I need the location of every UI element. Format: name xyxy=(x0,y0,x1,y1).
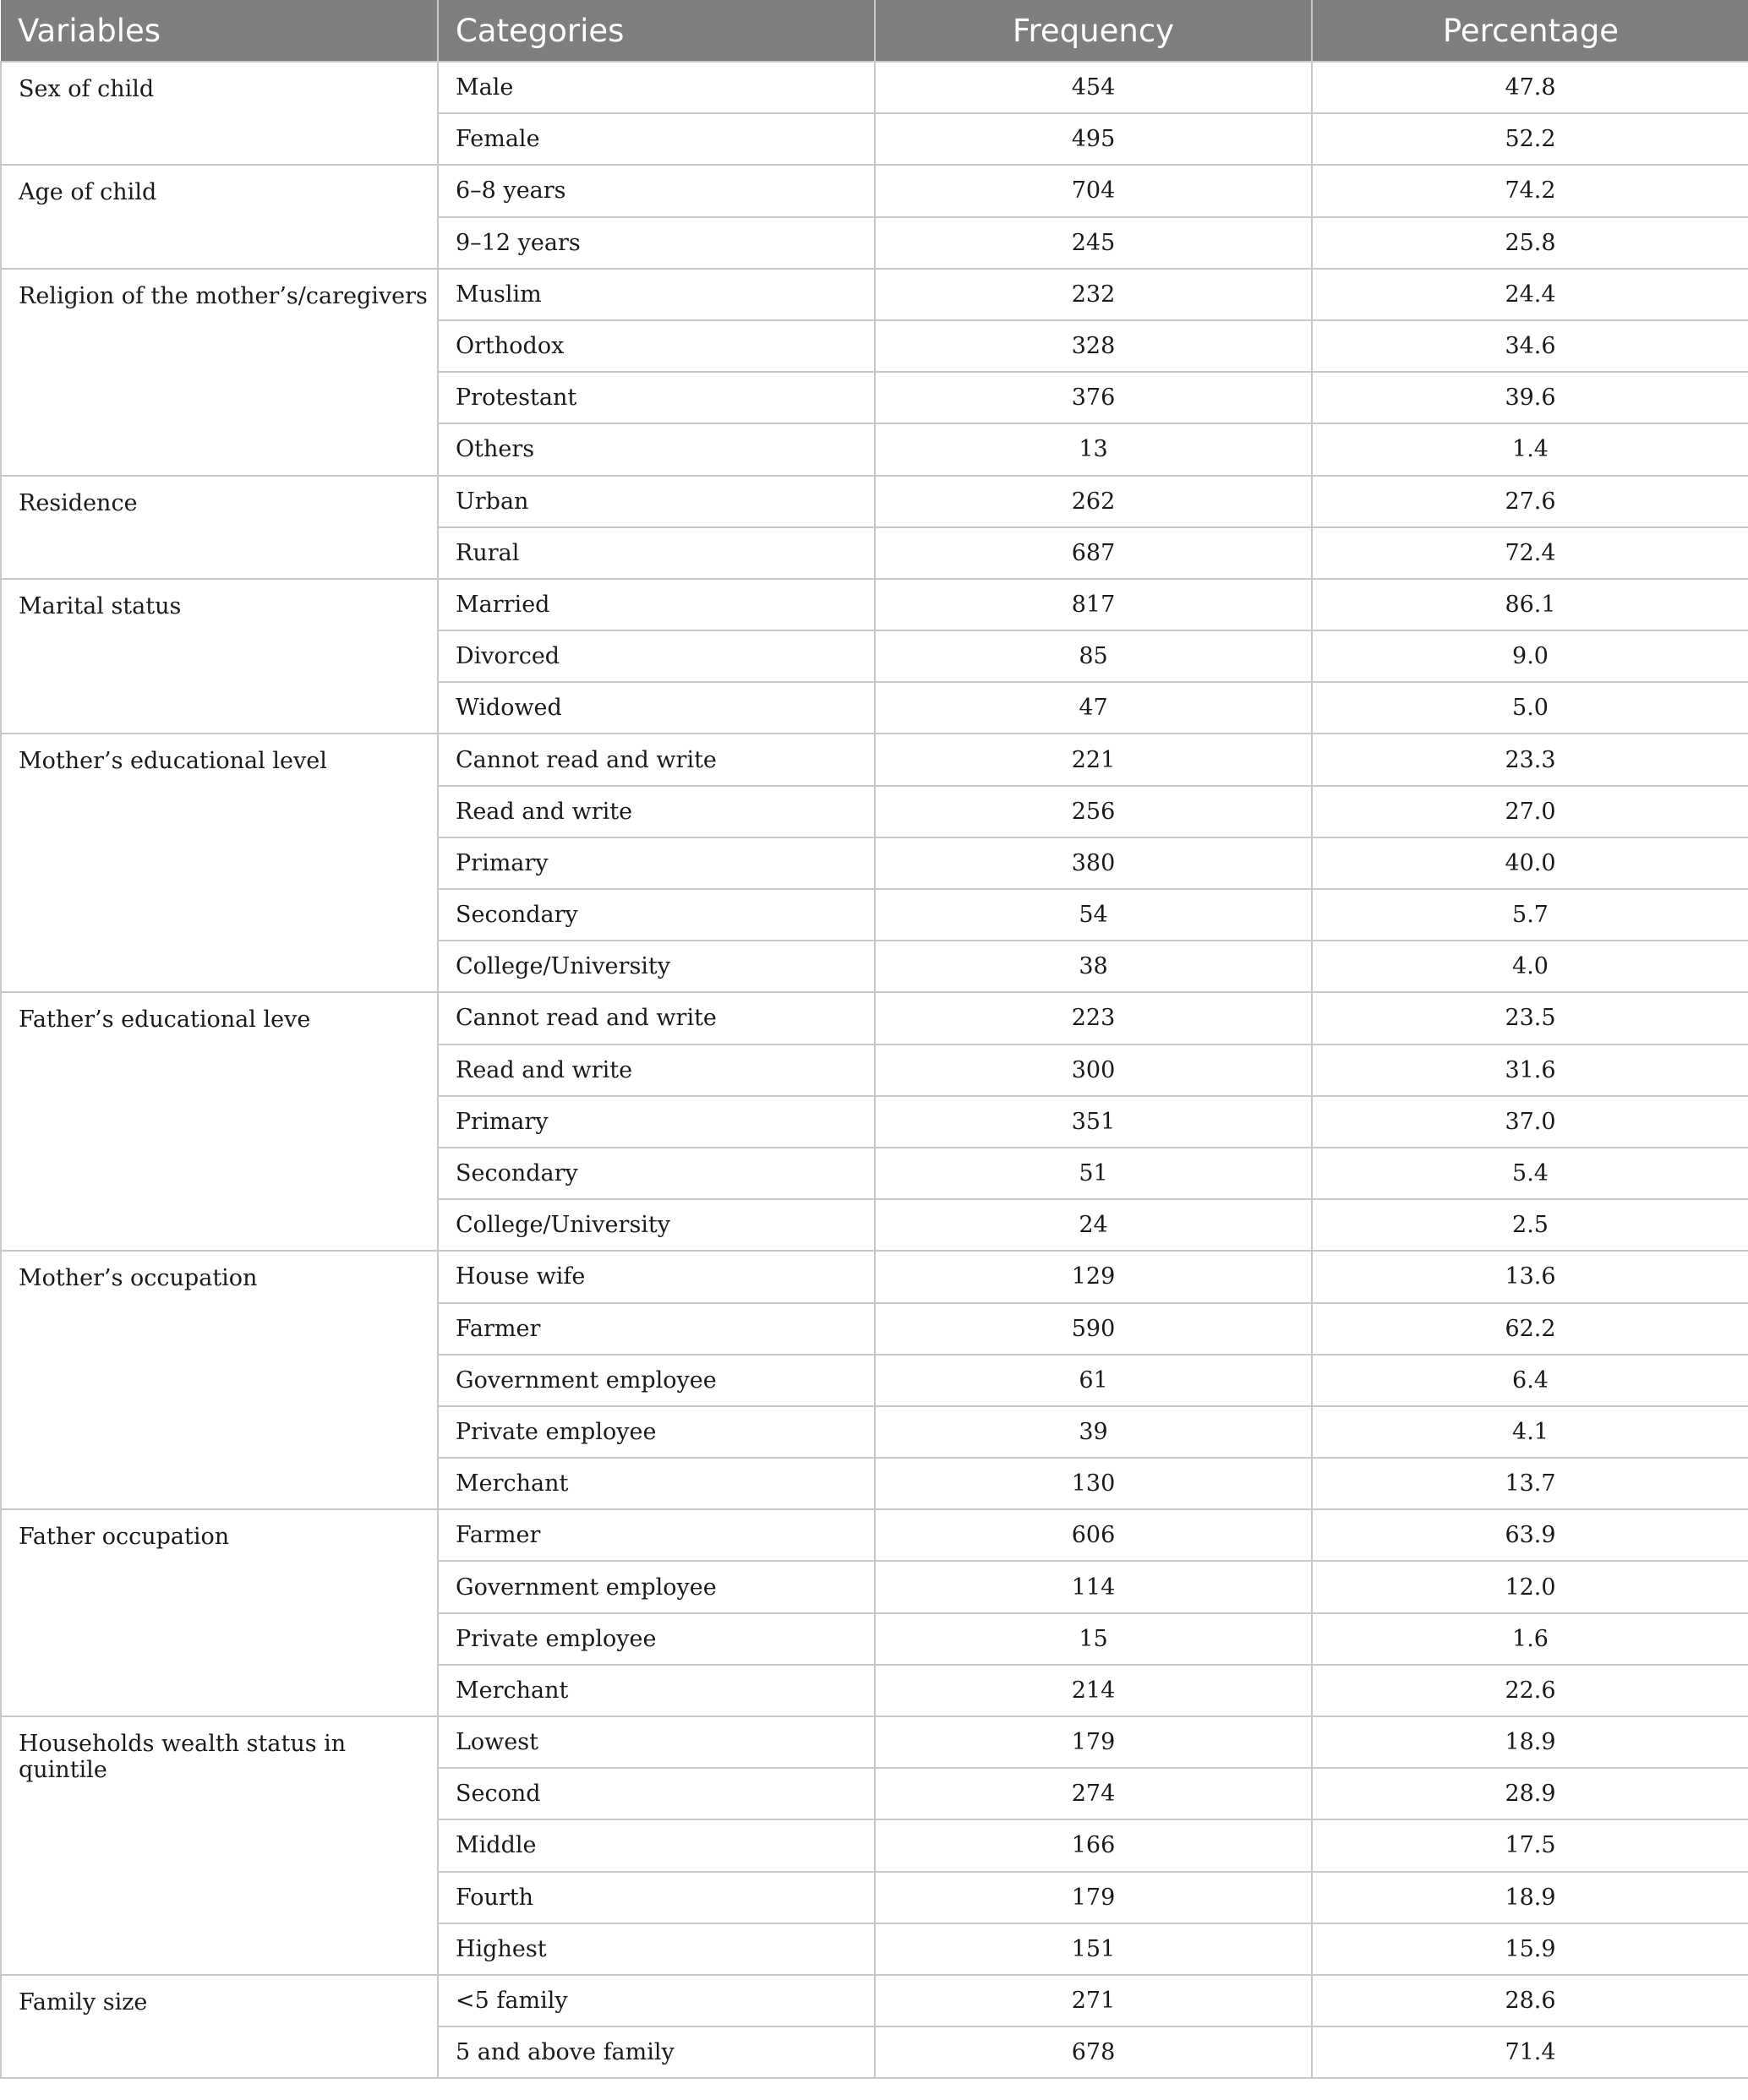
category-cell: <5 family xyxy=(438,1975,875,2026)
percentage-cell: 27.6 xyxy=(1312,476,1748,527)
category-cell: Farmer xyxy=(438,1303,875,1355)
frequency-cell: 454 xyxy=(875,62,1312,113)
frequency-cell: 151 xyxy=(875,1923,1312,1975)
frequency-cell: 47 xyxy=(875,682,1312,734)
frequency-cell: 223 xyxy=(875,992,1312,1044)
header-variables: Variables xyxy=(1,0,438,62)
category-cell: Cannot read and write xyxy=(438,734,875,785)
frequency-cell: 245 xyxy=(875,217,1312,269)
category-cell: Rural xyxy=(438,527,875,579)
frequency-cell: 38 xyxy=(875,941,1312,992)
percentage-cell: 28.9 xyxy=(1312,1768,1748,1819)
category-cell: Merchant xyxy=(438,1665,875,1716)
frequency-cell: 221 xyxy=(875,734,1312,785)
percentage-cell: 24.4 xyxy=(1312,269,1748,320)
percentage-cell: 40.0 xyxy=(1312,837,1748,889)
frequency-cell: 687 xyxy=(875,527,1312,579)
percentage-cell: 63.9 xyxy=(1312,1509,1748,1561)
frequency-cell: 51 xyxy=(875,1148,1312,1199)
variable-cell: Mother’s educational level xyxy=(1,734,438,992)
category-cell: Secondary xyxy=(438,1148,875,1199)
category-cell: Read and write xyxy=(438,786,875,837)
table-row xyxy=(1,1975,1748,2026)
variable-cell: Households wealth status in quintile xyxy=(1,1716,438,1975)
header-row xyxy=(1,0,1748,62)
percentage-cell: 72.4 xyxy=(1312,527,1748,579)
category-cell: Government employee xyxy=(438,1355,875,1406)
category-cell: Secondary xyxy=(438,889,875,941)
variable-cell: Residence xyxy=(1,476,438,579)
table-header xyxy=(1,0,1748,62)
category-cell: Private employee xyxy=(438,1406,875,1458)
table-row xyxy=(1,165,1748,216)
category-cell: Read and write xyxy=(438,1045,875,1096)
category-cell: 5 and above family xyxy=(438,2026,875,2078)
variable-cell: Sex of child xyxy=(1,62,438,165)
percentage-cell: 23.3 xyxy=(1312,734,1748,785)
variable-cell: Mother’s occupation xyxy=(1,1251,438,1509)
percentage-cell: 71.4 xyxy=(1312,2026,1748,2078)
header-frequency: Frequency xyxy=(875,0,1312,62)
header-percentage: Percentage xyxy=(1312,0,1748,62)
frequency-cell: 129 xyxy=(875,1251,1312,1302)
percentage-cell: 25.8 xyxy=(1312,217,1748,269)
category-cell: College/University xyxy=(438,941,875,992)
category-cell: Government employee xyxy=(438,1561,875,1612)
category-cell: Others xyxy=(438,423,875,475)
table-body xyxy=(1,62,1748,2078)
table-row xyxy=(1,476,1748,527)
category-cell: Lowest xyxy=(438,1716,875,1768)
table-row xyxy=(1,269,1748,320)
frequency-cell: 495 xyxy=(875,113,1312,165)
category-cell: Primary xyxy=(438,1096,875,1148)
variable-cell: Father’s educational leve xyxy=(1,992,438,1251)
frequency-cell: 300 xyxy=(875,1045,1312,1096)
frequency-cell: 39 xyxy=(875,1406,1312,1458)
category-cell: 9–12 years xyxy=(438,217,875,269)
percentage-cell: 18.9 xyxy=(1312,1716,1748,1768)
percentage-cell: 39.6 xyxy=(1312,372,1748,423)
percentage-cell: 5.0 xyxy=(1312,682,1748,734)
variable-cell: Marital status xyxy=(1,579,438,734)
table-row xyxy=(1,1716,1748,1768)
percentage-cell: 37.0 xyxy=(1312,1096,1748,1148)
percentage-cell: 62.2 xyxy=(1312,1303,1748,1355)
category-cell: Male xyxy=(438,62,875,113)
frequency-cell: 179 xyxy=(875,1716,1312,1768)
variable-cell: Family size xyxy=(1,1975,438,2078)
frequency-cell: 114 xyxy=(875,1561,1312,1612)
category-cell: College/University xyxy=(438,1199,875,1251)
frequency-cell: 351 xyxy=(875,1096,1312,1148)
percentage-cell: 9.0 xyxy=(1312,630,1748,682)
frequency-cell: 54 xyxy=(875,889,1312,941)
percentage-cell: 22.6 xyxy=(1312,1665,1748,1716)
category-cell: Fourth xyxy=(438,1872,875,1923)
frequency-cell: 274 xyxy=(875,1768,1312,1819)
category-cell: Married xyxy=(438,579,875,630)
table-row xyxy=(1,1509,1748,1561)
frequency-cell: 13 xyxy=(875,423,1312,475)
category-cell: Protestant xyxy=(438,372,875,423)
percentage-cell: 5.7 xyxy=(1312,889,1748,941)
category-cell: Cannot read and write xyxy=(438,992,875,1044)
frequency-cell: 61 xyxy=(875,1355,1312,1406)
frequency-cell: 678 xyxy=(875,2026,1312,2078)
frequency-cell: 817 xyxy=(875,579,1312,630)
percentage-cell: 5.4 xyxy=(1312,1148,1748,1199)
percentage-cell: 4.1 xyxy=(1312,1406,1748,1458)
category-cell: House wife xyxy=(438,1251,875,1302)
percentage-cell: 28.6 xyxy=(1312,1975,1748,2026)
percentage-cell: 6.4 xyxy=(1312,1355,1748,1406)
percentage-cell: 13.6 xyxy=(1312,1251,1748,1302)
frequency-cell: 271 xyxy=(875,1975,1312,2026)
category-cell: Divorced xyxy=(438,630,875,682)
percentage-cell: 18.9 xyxy=(1312,1872,1748,1923)
frequency-cell: 15 xyxy=(875,1613,1312,1665)
frequency-cell: 130 xyxy=(875,1458,1312,1509)
category-cell: 6–8 years xyxy=(438,165,875,216)
frequency-cell: 590 xyxy=(875,1303,1312,1355)
frequency-cell: 179 xyxy=(875,1872,1312,1923)
category-cell: Private employee xyxy=(438,1613,875,1665)
percentage-cell: 17.5 xyxy=(1312,1819,1748,1871)
category-cell: Highest xyxy=(438,1923,875,1975)
frequency-cell: 24 xyxy=(875,1199,1312,1251)
frequency-cell: 262 xyxy=(875,476,1312,527)
table-row xyxy=(1,62,1748,113)
frequency-cell: 232 xyxy=(875,269,1312,320)
variable-cell: Father occupation xyxy=(1,1509,438,1716)
frequency-cell: 376 xyxy=(875,372,1312,423)
percentage-cell: 27.0 xyxy=(1312,786,1748,837)
category-cell: Farmer xyxy=(438,1509,875,1561)
percentage-cell: 12.0 xyxy=(1312,1561,1748,1612)
variable-cell: Age of child xyxy=(1,165,438,268)
header-categories: Categories xyxy=(438,0,875,62)
frequency-cell: 256 xyxy=(875,786,1312,837)
frequency-cell: 380 xyxy=(875,837,1312,889)
percentage-cell: 13.7 xyxy=(1312,1458,1748,1509)
category-cell: Muslim xyxy=(438,269,875,320)
percentage-cell: 23.5 xyxy=(1312,992,1748,1044)
table-row xyxy=(1,734,1748,785)
category-cell: Orthodox xyxy=(438,320,875,372)
category-cell: Primary xyxy=(438,837,875,889)
table-row xyxy=(1,1251,1748,1302)
percentage-cell: 1.6 xyxy=(1312,1613,1748,1665)
percentage-cell: 52.2 xyxy=(1312,113,1748,165)
percentage-cell: 1.4 xyxy=(1312,423,1748,475)
category-cell: Urban xyxy=(438,476,875,527)
table-row xyxy=(1,992,1748,1044)
percentage-cell: 31.6 xyxy=(1312,1045,1748,1096)
percentage-cell: 4.0 xyxy=(1312,941,1748,992)
category-cell: Merchant xyxy=(438,1458,875,1509)
percentage-cell: 86.1 xyxy=(1312,579,1748,630)
percentage-cell: 2.5 xyxy=(1312,1199,1748,1251)
frequency-cell: 85 xyxy=(875,630,1312,682)
frequency-cell: 166 xyxy=(875,1819,1312,1871)
category-cell: Widowed xyxy=(438,682,875,734)
percentage-cell: 47.8 xyxy=(1312,62,1748,113)
frequency-cell: 328 xyxy=(875,320,1312,372)
percentage-cell: 74.2 xyxy=(1312,165,1748,216)
category-cell: Middle xyxy=(438,1819,875,1871)
category-cell: Second xyxy=(438,1768,875,1819)
category-cell: Female xyxy=(438,113,875,165)
percentage-cell: 34.6 xyxy=(1312,320,1748,372)
table-row xyxy=(1,579,1748,630)
frequency-cell: 606 xyxy=(875,1509,1312,1561)
variable-cell: Religion of the mother’s/caregivers xyxy=(1,269,438,476)
frequency-cell: 704 xyxy=(875,165,1312,216)
percentage-cell: 15.9 xyxy=(1312,1923,1748,1975)
frequency-cell: 214 xyxy=(875,1665,1312,1716)
